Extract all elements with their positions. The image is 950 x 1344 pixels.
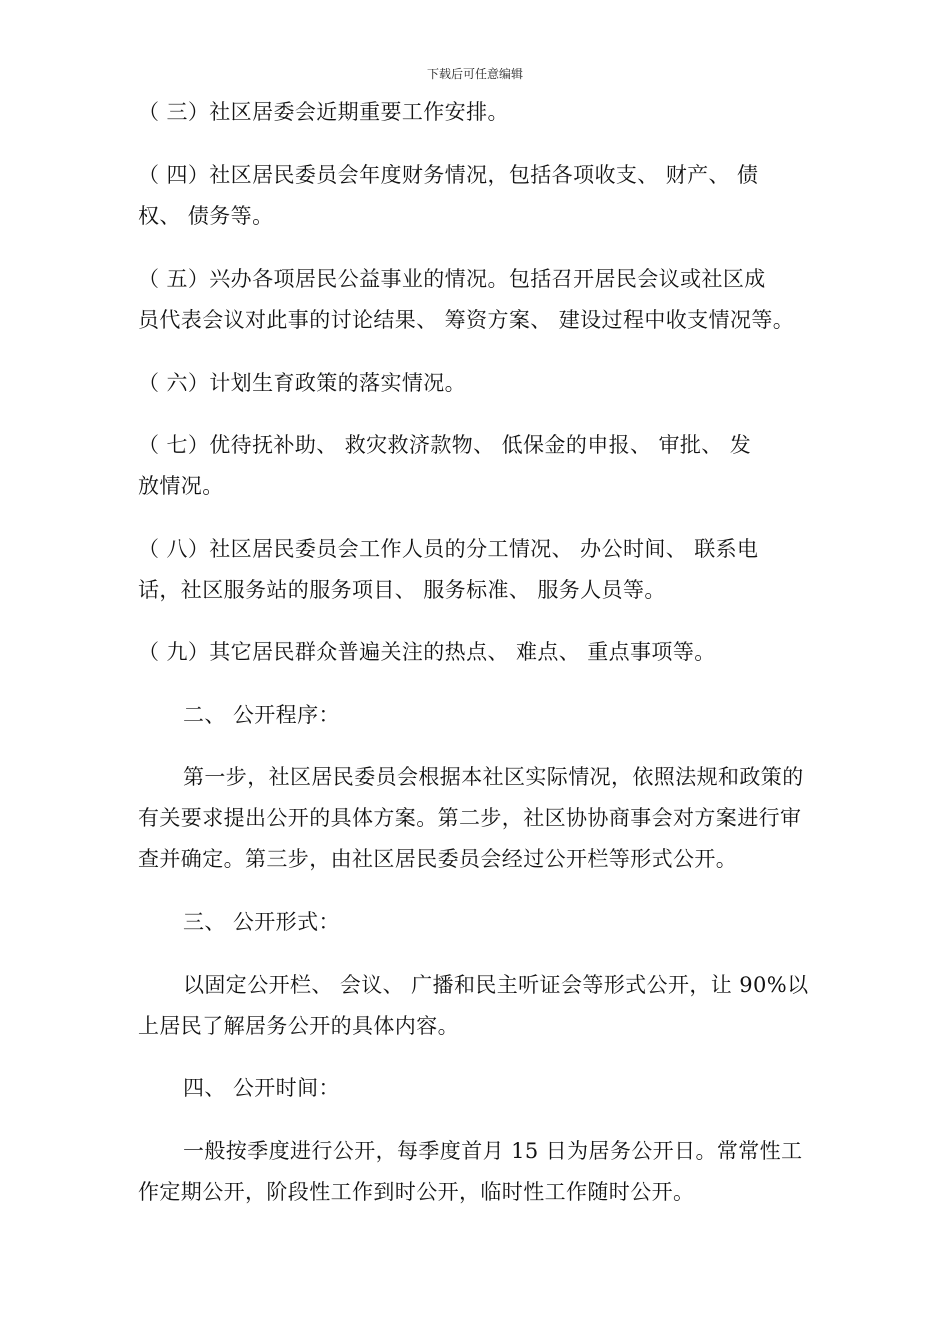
section-heading-procedure — [138, 695, 899, 736]
section-heading-form — [138, 902, 899, 943]
paragraph-item-4 — [138, 155, 854, 237]
section-heading-time — [138, 1068, 899, 1109]
page-header: 下载后可任意编辑 — [426, 67, 523, 81]
paragraph-time — [138, 1131, 854, 1213]
paragraph-procedure — [138, 757, 854, 880]
text-line: 话，社区服务站的服务项目、 服务标准、 服务人员等。 — [138, 578, 666, 602]
text-line: 三、 公开形式： — [183, 910, 340, 934]
paragraph-item-7 — [138, 425, 854, 507]
text-line: 二、 公开程序： — [183, 703, 340, 727]
paragraph-form — [138, 965, 854, 1047]
text-line: （ 四）社区居民委员会年度财务情况，包括各项收支、 财产、 债 — [138, 163, 759, 187]
text-line: （ 六）计划生育政策的落实情况。 — [138, 371, 467, 395]
paragraph-item-6 — [138, 363, 854, 404]
text-line: （ 七）优待抚补助、 救灾救济款物、 低保金的申报、 审批、 发 — [138, 433, 752, 457]
text-line: 员代表会议对此事的讨论结果、 筹资方案、 建设过程中收支情况等。 — [138, 308, 795, 332]
text-line: 作定期公开，阶段性工作到时公开，临时性工作随时公开。 — [138, 1180, 695, 1204]
text-line: （ 九）其它居民群众普遍关注的热点、 难点、 重点事项等。 — [138, 640, 716, 664]
text-line: 放情况。 — [138, 474, 224, 498]
text-line: （ 五）兴办各项居民公益事业的情况。包括召开居民会议或社区成 — [138, 267, 766, 291]
text-line: 以固定公开栏、 会议、 广播和民主听证会等形式公开，让 90%以 — [183, 973, 809, 997]
text-line: 上居民了解居务公开的具体内容。 — [138, 1014, 459, 1038]
text-line: 四、 公开时间： — [183, 1076, 340, 1100]
paragraph-item-5 — [138, 259, 854, 341]
text-line: （ 八）社区居民委员会工作人员的分工情况、 办公时间、 联系电 — [138, 537, 759, 561]
paragraph-item-8 — [138, 529, 854, 611]
text-line: 权、 债务等。 — [138, 204, 274, 228]
text-line: 有关要求提出公开的具体方案。第二步，社区协协商事会对方案进行审 — [138, 806, 802, 830]
paragraph-item-3 — [138, 92, 854, 133]
text-line: 查并确定。第三步，由社区居民委员会经过公开栏等形式公开。 — [138, 847, 738, 871]
text-line: 一般按季度进行公开，每季度首月 15 日为居务公开日。常常性工 — [183, 1139, 803, 1163]
text-line: 第一步，社区居民委员会根据本社区实际情况，依照法规和政策的 — [183, 765, 804, 789]
paragraph-item-9 — [138, 632, 854, 673]
text-line: （ 三）社区居委会近期重要工作安排。 — [138, 100, 509, 124]
